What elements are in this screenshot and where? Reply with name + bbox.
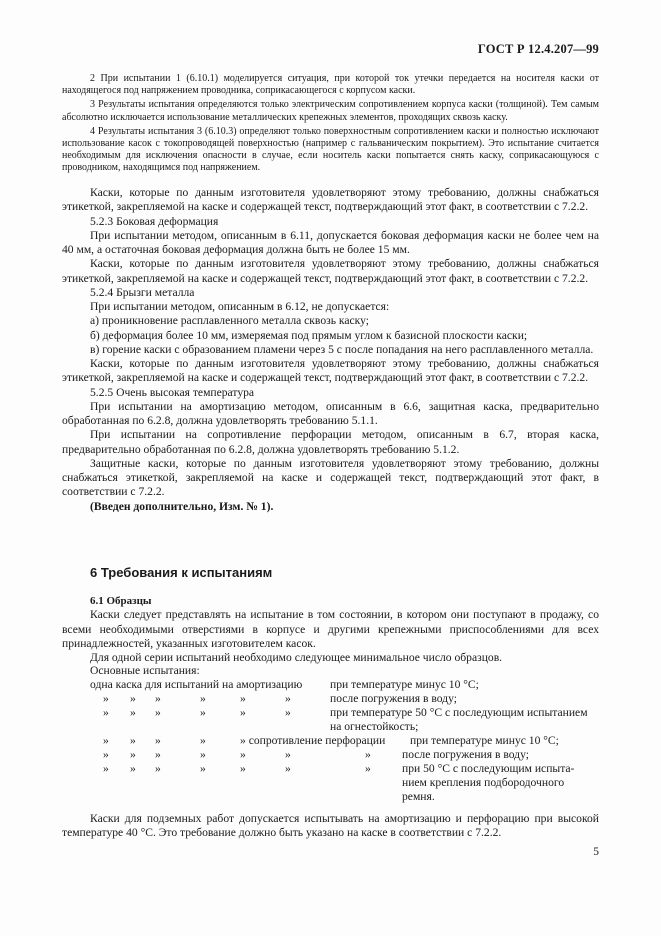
basic-tests-heading: Основные испытания: bbox=[90, 664, 200, 677]
ditto-mark: » bbox=[240, 706, 246, 719]
paragraph: При испытании на сопротивление перфорации методом, описанным в 6.7, вторая каска, предварительно обработанная по 6.2.8, должна удовлетворять требованию 5.1.2. bbox=[62, 428, 599, 456]
row-1-condition: при температуре минус 10 °С; bbox=[330, 678, 479, 691]
ditto-mark: » bbox=[285, 692, 291, 705]
ditto-mark: » bbox=[200, 748, 206, 761]
note-4: 4 Результаты испытания 3 (6.10.3) определяют только поверхностным сопротивлением каски и полностью исключают использование касок с токопроводящей поверхностью (например с гальваническим покрытием). Это испытание считается необходимым для исключения опасности в случае, если носитель каски попытается снять каску, соприкасающуюся с проводником, находящимся под напряжением. bbox=[62, 125, 599, 174]
heading-5-2-3: 5.2.3 Боковая деформация bbox=[90, 214, 219, 228]
ditto-mark: » bbox=[103, 762, 109, 775]
paragraph: Каски следует представлять на испытание в том состоянии, в котором они поступают в продажу, со всеми необходимыми отверстиями в корпусе и другими крепежными приспособлениями для всех принадлежностей, указанных изготовителем касок. bbox=[62, 608, 599, 650]
section-6-1-block bbox=[62, 594, 599, 665]
ditto-mark: » bbox=[155, 706, 161, 719]
ditto-mark: » bbox=[103, 706, 109, 719]
note-3: 3 Результаты испытания определяются только электрическим сопротивлением корпуса каски (толщиной). Тем самым абсолютно исключается использование металлических крепежных элементов, проходящих сквозь каску. bbox=[62, 99, 599, 123]
ditto-mark: » bbox=[240, 692, 246, 705]
ditto-mark: » bbox=[365, 748, 371, 761]
ditto-mark: » bbox=[200, 706, 206, 719]
ditto-mark: » bbox=[365, 762, 371, 775]
paragraph: При испытании методом, описанным в 6.11, допускается боковая деформация каски не более чем на 40 мм, а остаточная боковая деформация должна быть не более 15 мм. bbox=[62, 228, 599, 256]
heading-5-2-4: 5.2.4 Брызги металла bbox=[90, 285, 195, 299]
ditto-mark: » bbox=[130, 692, 136, 705]
paragraph: Каски, которые по данным изготовителя удовлетворяют этому требованию, должны снабжаться этикеткой, закрепляемой на каске и содержащей текст, подтверждающий этот факт, в соответствии с 7.2.2. bbox=[62, 186, 599, 214]
row-6-condition-cont: нием крепления подбородочного bbox=[402, 776, 565, 789]
row-2-condition: после погружения в воду; bbox=[330, 692, 457, 705]
notes-block bbox=[62, 73, 599, 177]
section-5-2-block bbox=[62, 186, 599, 514]
row-3-condition-cont: на огнестойкость; bbox=[330, 720, 419, 733]
ditto-mark: » bbox=[200, 692, 206, 705]
ditto-mark: » bbox=[130, 734, 136, 747]
heading-5-2-5: 5.2.5 Очень высокая температура bbox=[90, 385, 255, 399]
ditto-mark: » bbox=[155, 692, 161, 705]
paragraph: При испытании на амортизацию методом, описанным в 6.6, защитная каска, предварительно обработанная по 6.2.8, должна удовлетворять требованию 5.1.1. bbox=[62, 399, 599, 427]
note-2: 2 При испытании 1 (6.10.1) моделируется ситуация, при которой ток утечки передается на носителя каски от находящегося под напряжением проводника, соприкасающегося с корпусом каски. bbox=[62, 73, 599, 97]
ditto-mark: » bbox=[240, 762, 246, 775]
ditto-mark: » bbox=[285, 748, 291, 761]
section-6-title: 6 Требования к испытаниям bbox=[90, 565, 273, 580]
ditto-mark: » bbox=[200, 734, 206, 747]
ditto-mark: » bbox=[130, 762, 136, 775]
ditto-mark: » bbox=[155, 748, 161, 761]
row-5-condition: после погружения в воду; bbox=[402, 748, 529, 761]
paragraph: При испытании методом, описанным в 6.12, не допускается: bbox=[90, 300, 390, 313]
document-code: ГОСТ Р 12.4.207—99 bbox=[477, 42, 599, 56]
ditto-mark: » bbox=[200, 762, 206, 775]
paragraph: Для одной серии испытаний необходимо следующее минимальное число образцов. bbox=[90, 651, 503, 664]
row-3-condition: при температуре 50 °С с последующим испытанием bbox=[330, 706, 588, 719]
paragraph: Каски, которые по данным изготовителя удовлетворяют этому требованию, должны снабжаться этикеткой, закрепляемой на каске и содержащей текст, подтверждающий этот факт, в соответствии с 7.2.2. bbox=[62, 357, 599, 385]
ditto-mark: » bbox=[103, 748, 109, 761]
ditto-mark: » bbox=[103, 734, 109, 747]
ditto-mark: » bbox=[130, 706, 136, 719]
ditto-mark: » bbox=[155, 762, 161, 775]
ditto-mark: » bbox=[130, 748, 136, 761]
ditto-mark: » bbox=[155, 734, 161, 747]
paragraph: Защитные каски, которые по данным изготовителя удовлетворяют этому требованию, должны снабжаться этикеткой, закрепляемой на каске и содержащей текст, подтверждающий этот факт, в соответствии с 7.2.2. bbox=[62, 456, 599, 499]
paragraph: Каски для подземных работ допускается испытывать на амортизацию и перфорацию при высокой температуре 40 °С. Это требование должно быть указано на каске в соответствии с 7.2.2. bbox=[62, 812, 599, 840]
amendment-note: (Введен дополнительно, Изм. № 1). bbox=[90, 499, 274, 513]
ditto-mark: » bbox=[285, 762, 291, 775]
underground-note bbox=[62, 812, 599, 841]
page-number: 5 bbox=[593, 846, 599, 858]
list-item-a: а) проникновение расплавленного металла сквозь каску; bbox=[90, 314, 369, 328]
row-4-label: » сопротивление перфорации bbox=[240, 734, 386, 747]
row-6-condition: при 50 °С с последующим испыта- bbox=[402, 762, 575, 775]
ditto-mark: » bbox=[285, 706, 291, 719]
ditto-mark: » bbox=[103, 692, 109, 705]
row-6-condition-end: ремня. bbox=[402, 790, 435, 803]
heading-6-1: 6.1 Образцы bbox=[90, 595, 152, 607]
row-1-label: одна каска для испытаний на амортизацию bbox=[90, 678, 303, 691]
list-item-c: в) горение каски с образованием пламени через 5 с после попадания на него расплавленного металла. bbox=[90, 342, 594, 356]
paragraph: Каски, которые по данным изготовителя удовлетворяют этому требованию, должны снабжаться этикеткой, закрепляемой на каске и содержащей текст, подтверждающий этот факт, в соответствии с 7.2.2. bbox=[62, 257, 599, 285]
ditto-mark: » bbox=[240, 748, 246, 761]
row-4-condition: при температуре минус 10 °С; bbox=[410, 734, 559, 747]
list-item-b: б) деформация более 10 мм, измеряемая под прямым углом к базисной плоскости каски; bbox=[90, 328, 528, 342]
